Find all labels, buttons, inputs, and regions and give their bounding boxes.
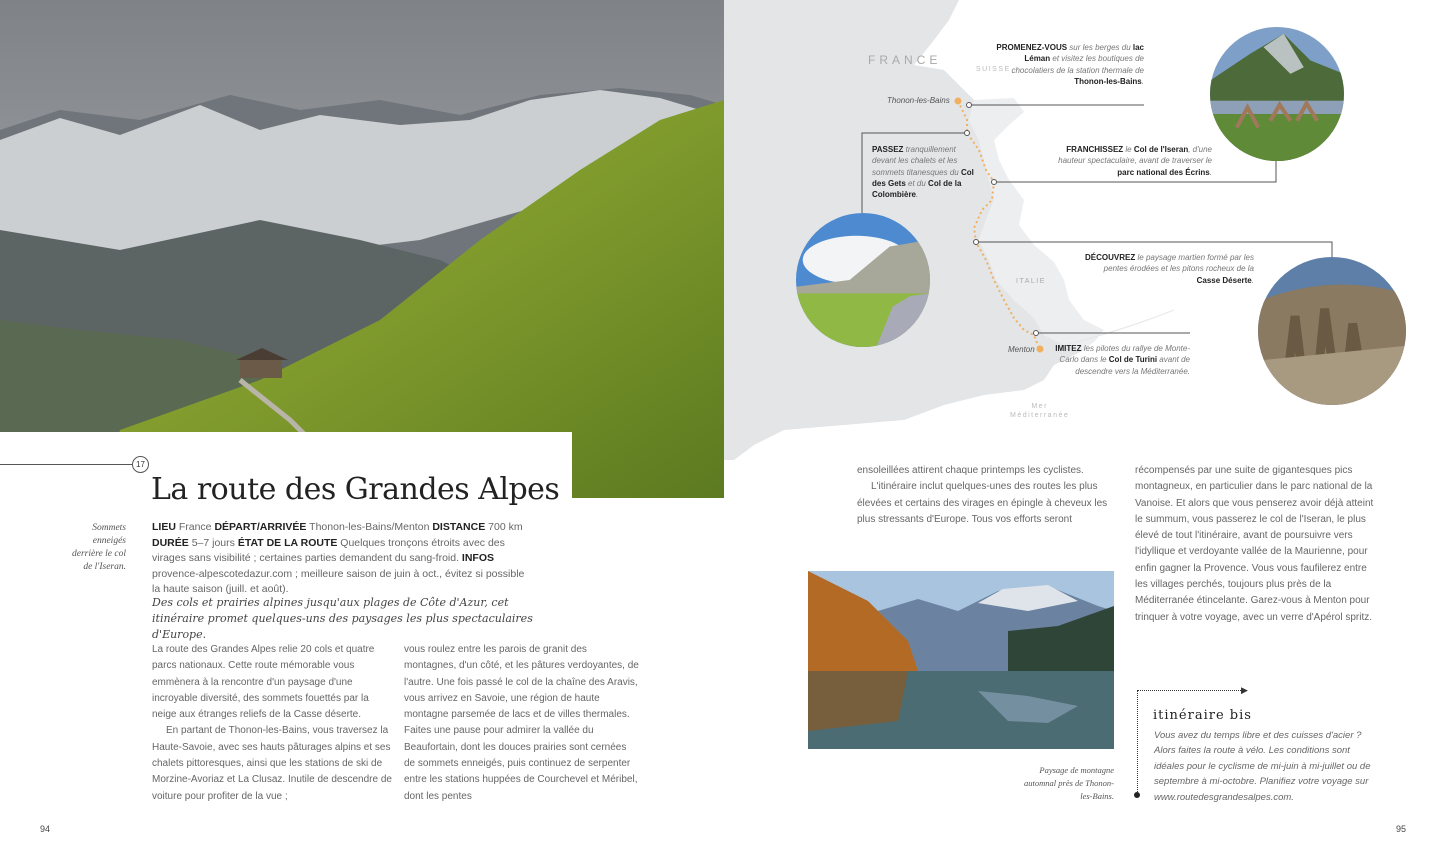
- sidebar-text: Vous avez du temps libre et des cuisses d'acier ? Alors faites la route à vélo. Les conditions sont idéales pour le cyclisme de mi-juin à mi-juillet ou de septembre à mi-octobre. Planifiez votre voyage sur www.routedesgrandesalpes.com.: [1154, 730, 1371, 803]
- map-label-mer: [1010, 402, 1069, 420]
- lieu-value: France: [178, 521, 212, 533]
- callout-passez: [872, 144, 982, 200]
- distance-value: 700 km: [488, 521, 523, 533]
- circle-photo-iseran: [1210, 27, 1344, 161]
- info-block: [152, 520, 532, 598]
- lieu-label: LIEU: [152, 521, 176, 533]
- body-paragraph: ensoleillées attirent chaque printemps les cyclistes.: [857, 465, 1084, 476]
- sidebar-title: itinéraire bis: [1153, 708, 1252, 723]
- mountain-landscape-illustration: [0, 0, 724, 498]
- page-number-left: 94: [40, 824, 51, 834]
- infos-value: provence-alpescotedazur.com ; meilleure saison de juin à oct., évitez si possible la haute saison (juill. et août).: [152, 567, 525, 595]
- distance-label: DISTANCE: [432, 521, 486, 533]
- callout-text: .: [1209, 167, 1212, 177]
- callout-text: , d'une hauteur spectaculaire, avant de traverser le: [1058, 145, 1212, 166]
- callout-text: .: [916, 190, 919, 200]
- map-label-italie: ITALIE: [1016, 278, 1046, 285]
- callout-place: Thonon-les-Bains: [1074, 76, 1142, 86]
- city-label-menton: Menton: [1008, 345, 1035, 354]
- photo-eroded-rocks: [1258, 257, 1406, 405]
- callout-text: .: [1251, 275, 1254, 285]
- dotted-rule-horizontal: [1137, 690, 1243, 691]
- map-label-suisse: SUISSE: [976, 66, 1011, 73]
- callout-text: le paysage martien formé par les pentes érodées et les pitons rocheux de la: [1103, 253, 1254, 274]
- callout-place: Col des Gets: [872, 167, 974, 188]
- body-paragraph: La route des Grandes Alpes relie 20 cols et quatre parcs nationaux. Cette route mémorable vous emmènera à la rencontre d'un paysage d'une incroyable diversité, des sommets fouettés par la neige aux étranges reliefs de la Casse déserte.: [152, 644, 375, 721]
- body-paragraph: vous roulez entre les parois de granit des montagnes, d'un côté, et les pâtures verdoyantes, de l'autre. Une fois passé le col de la chaîne des Aravis, vous arrivez en Savoie, une région de haute montagne parsemée de lacs et de villes thermales. Faites une pause pour admirer la vallée du Beaufortain, dont les douces prairies sont cernées de sommets enneigés, puis continuez de serpenter entre les stations huppées de Courchevel et Méribel, dont les pentes: [404, 644, 639, 802]
- body-paragraph: récompensés par une suite de gigantesques pics montagneux, en particulier dans le parc national de la Vanoise. Et alors que vous penserez avoir déjà atteint le summum, vous passerez le col de l'Iseran, le plus élevé de tout l'itinéraire, avant de poursuivre vers l'idyllique et verdoyante vallée de la Maurienne, pour enfin gagner la Provence. Vous vous faufilerez entre les villages perchés, toujours plus près de la Méditerranée étincelante. Garez-vous à Menton pour trinquer à votre voyage, avec un verre d'Apérol spritz.: [1135, 465, 1374, 623]
- circle-photo-col-des-gets: [796, 213, 930, 347]
- callout-promenez: [994, 42, 1144, 87]
- etat-value: Quelques tronçons étroits avec des virages sans visibilité ; certaines parties demandent du sang-froid.: [152, 536, 505, 564]
- callout-place: Casse Déserte: [1196, 275, 1252, 285]
- itineraire-bis-sidebar: [1133, 686, 1373, 806]
- callout-franchissez: [1054, 144, 1212, 178]
- callout-text: et visitez les boutiques de chocolatiers de la station thermale de: [1011, 54, 1144, 75]
- callout-keyword: IMITEZ: [1055, 344, 1082, 353]
- callout-keyword: FRANCHISSEZ: [1066, 145, 1124, 154]
- bullet-dot-icon: [1134, 792, 1140, 798]
- hero-photo-alpine-meadow: [0, 0, 724, 498]
- duree-label: DURÉE: [152, 536, 189, 549]
- callout-keyword: PROMENEZ-VOUS: [996, 43, 1068, 52]
- callout-text: le: [1123, 145, 1134, 154]
- body-column-1: [152, 642, 392, 805]
- callout-place: Col de Turini: [1108, 355, 1158, 365]
- start-marker: [955, 98, 962, 105]
- duree-value: 5–7 jours: [191, 536, 235, 549]
- depart-label: DÉPART/ARRIVÉE: [214, 521, 307, 533]
- page-number-right: 95: [1396, 824, 1407, 834]
- callout-imitez: [1054, 343, 1190, 377]
- photo-valley-road: [796, 213, 930, 347]
- mer-line-1: Mer: [1031, 403, 1048, 410]
- mer-line-2: Méditerranée: [1010, 412, 1070, 419]
- body-paragraph: En partant de Thonon-les-Bains, vous traversez la Haute-Savoie, avec ses hauts pâturages alpins et ses chalets pittoresques, ainsi que les stations de ski de Morzine-Avoriaz et La Clusaz. Inutile de descendre de voiture pour profiter de la vue ;: [152, 725, 392, 802]
- infos-label: INFOS: [461, 552, 495, 564]
- callout-place: lac Léman: [1024, 43, 1144, 64]
- callout-text: et du: [905, 178, 929, 188]
- circle-photo-casse-deserte: [1258, 257, 1406, 405]
- title-rule: [0, 464, 132, 465]
- etat-label: ÉTAT DE LA ROUTE: [237, 536, 338, 549]
- callout-place: parc national des Écrins: [1117, 167, 1210, 177]
- callout-text: .: [1141, 76, 1144, 86]
- body-column-2: [404, 642, 640, 805]
- body-paragraph: L'itinéraire inclut quelques-unes des routes les plus élevées et certains des virages en épingle à cheveux les plus stressants d'Europe. Tous vos efforts seront: [857, 481, 1108, 525]
- callout-text: avant de descendre vers la Méditerranée.: [1075, 355, 1190, 376]
- photo-autumn-lake: [808, 571, 1114, 749]
- map-label-france: FRANCE: [868, 53, 942, 67]
- depart-value: Thonon-les-Bains/Menton: [309, 521, 430, 533]
- callout-keyword: DÉCOUVREZ: [1085, 253, 1136, 262]
- callout-decouvrez: [1084, 252, 1254, 286]
- photo-caption-left: Sommets enneigés derrière le col de l'Iseran.: [72, 523, 126, 572]
- route-map: [724, 0, 1449, 460]
- article-title: La route des Grandes Alpes: [151, 472, 560, 507]
- photo-mountain-crosses: [1210, 27, 1344, 161]
- callout-text: sur les berges du: [1067, 43, 1133, 52]
- article-number-badge: 17: [132, 456, 149, 473]
- lead-paragraph: Des cols et prairies alpines jusqu'aux plages de Côte d'Azur, cet itinéraire promet quelques-uns des paysages les plus spectaculaires d'Europe.: [152, 596, 533, 641]
- callout-keyword: PASSEZ: [872, 145, 904, 154]
- callout-place: Col de la Colombière: [872, 178, 962, 200]
- callout-text: les pilotes du rallye de Monte-Carlo dans le: [1059, 344, 1190, 365]
- callout-place: Col de l'Iseran: [1133, 145, 1189, 154]
- end-marker: [1037, 346, 1044, 353]
- city-label-thonon: Thonon-les-Bains: [887, 96, 950, 105]
- callout-text: tranquillement devant les chalets et les sommets titanesques du: [872, 145, 961, 177]
- arrow-right-icon: ▶: [1241, 685, 1248, 695]
- body-column-3: [857, 463, 1119, 528]
- photo-caption-right: Paysage de montagne automnal près de Thonon-les-Bains.: [1024, 765, 1114, 801]
- dotted-rule-vertical: [1137, 690, 1138, 794]
- autumn-lake-photo: [808, 571, 1114, 749]
- body-column-4: [1135, 463, 1377, 626]
